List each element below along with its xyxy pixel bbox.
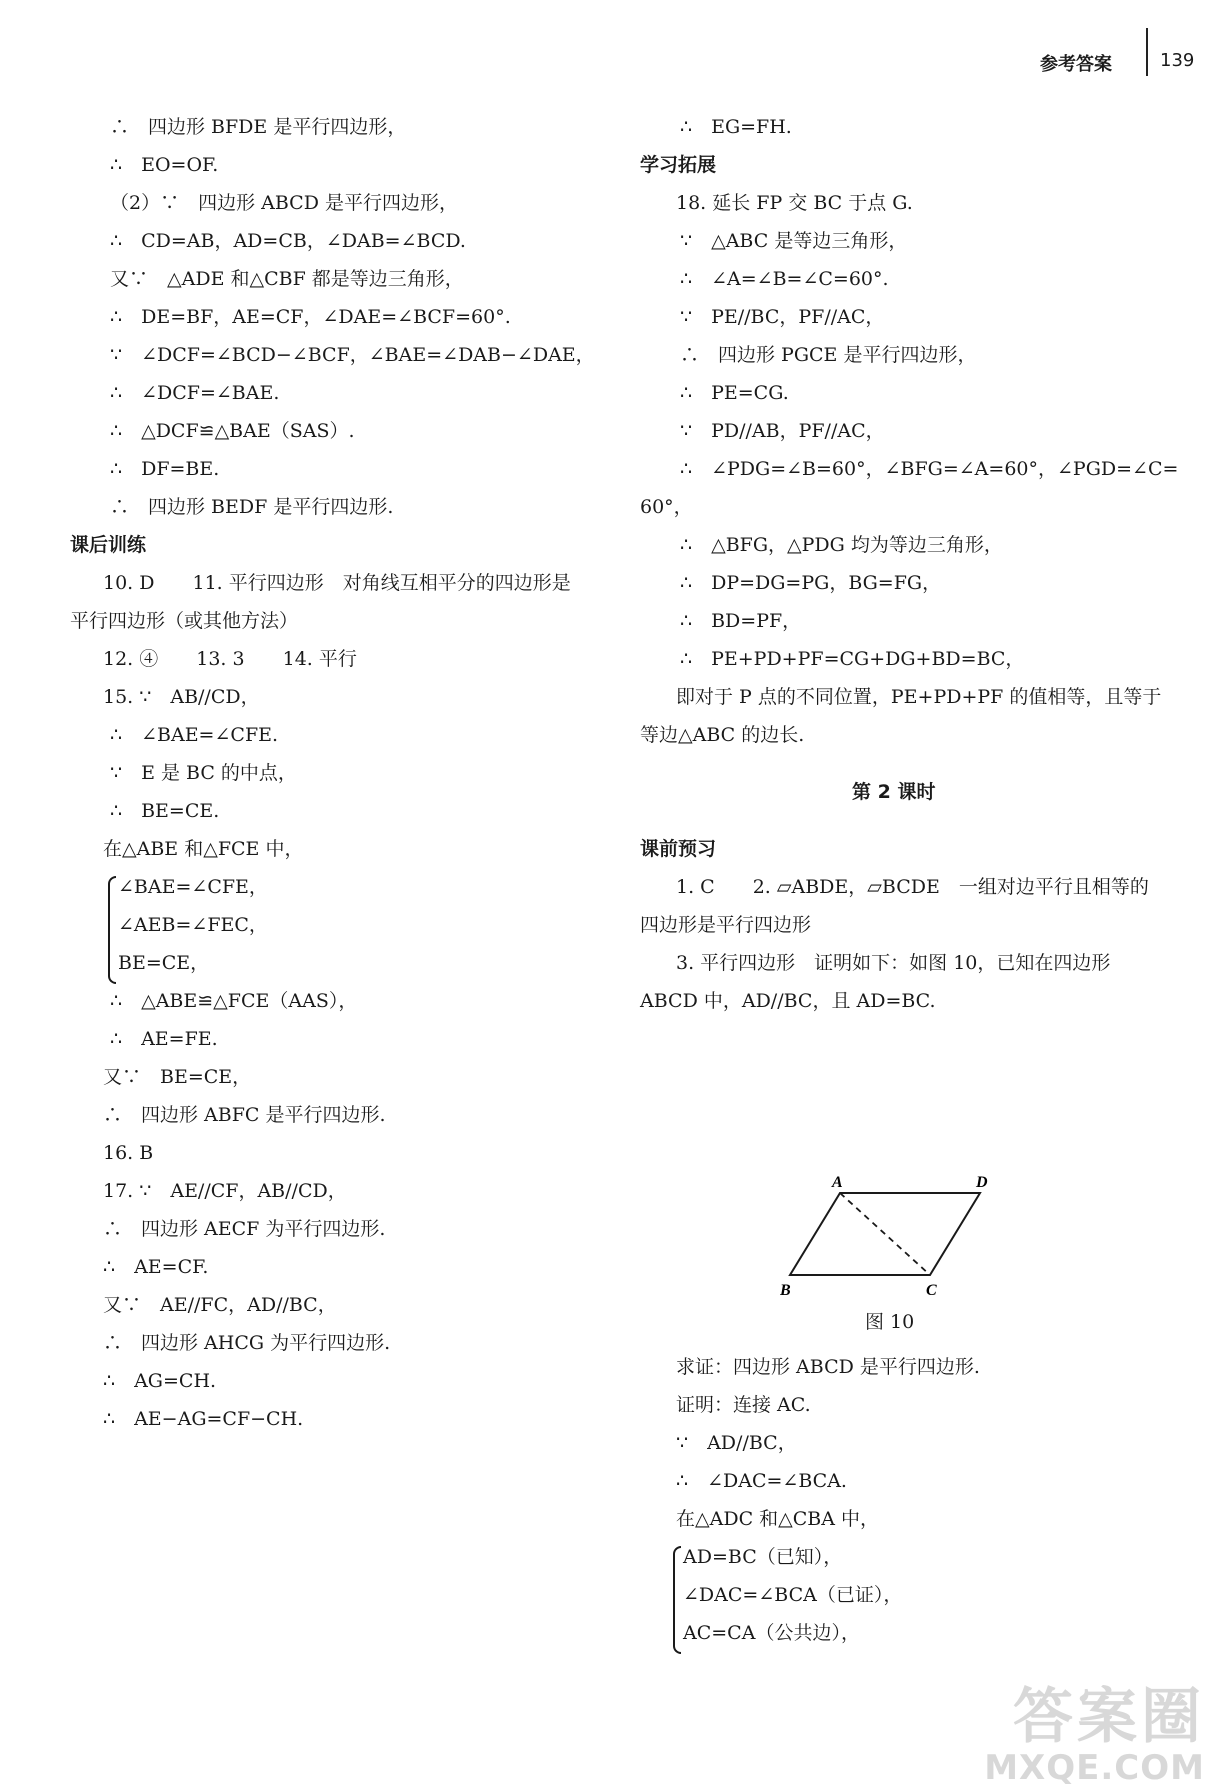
system-brace	[673, 1546, 681, 1654]
left-line: ∴ ∠DCF=∠BAE.	[110, 382, 280, 404]
right-line: ∴ EG=FH.	[680, 116, 792, 138]
left-line: ∴ AE−AG=CF−CH.	[103, 1408, 304, 1430]
right-line: ∴ DP=DG=PG，BG=FG，	[680, 572, 942, 594]
left-line: 又∵ AE//FC，AD//BC，	[103, 1294, 337, 1316]
left-line: ∴ 四边形 BEDF 是平行四边形.	[110, 496, 394, 518]
right-line: ABCD 中，AD//BC，且 AD=BC.	[640, 990, 936, 1012]
right-line: ∴ ∠PDG=∠B=60°，∠BFG=∠A=60°，∠PGD=∠C=	[680, 458, 1179, 480]
right-line: 即对于 P 点的不同位置，PE+PD+PF 的值相等，且等于	[676, 686, 1162, 708]
right-line: ∵ AD//BC，	[676, 1432, 797, 1454]
watermark-url: MXQE.COM	[984, 1748, 1205, 1788]
left-line: ∠BAE=∠CFE，	[118, 876, 268, 898]
right-line: ∴ 四边形 PGCE 是平行四边形，	[680, 344, 977, 366]
left-line: ∴ ∠BAE=∠CFE.	[110, 724, 279, 746]
page-number: 139	[1160, 50, 1195, 71]
left-line: 17. ∵ AE//CF，AB//CD，	[103, 1180, 347, 1202]
left-line: ∴ AE=FE.	[110, 1028, 218, 1050]
left-line: ∴ AE=CF.	[103, 1256, 209, 1278]
left-line: BE=CE，	[118, 952, 210, 974]
left-line: ∴ 四边形 BFDE 是平行四边形，	[110, 116, 407, 138]
left-line: ∴ BE=CE.	[110, 800, 220, 822]
left-line: ∴ DF=BE.	[110, 458, 220, 480]
left-line: 10. D 11. 平行四边形 对角线互相平分的四边形是	[103, 572, 571, 594]
right-line: 3. 平行四边形 证明如下：如图 10，已知在四边形	[676, 952, 1111, 974]
right-line: AD=BC（已知），	[683, 1546, 843, 1568]
right-line: 四边形是平行四边形	[640, 914, 812, 936]
right-line: ∴ ∠DAC=∠BCA.	[676, 1470, 847, 1492]
header-divider	[1146, 28, 1148, 76]
right-line: ∵ △ABC 是等边三角形，	[680, 230, 908, 252]
left-line: ∵ ∠DCF=∠BCD−∠BCF，∠BAE=∠DAB−∠DAE，	[110, 344, 595, 366]
right-line: ∵ PD//AB，PF//AC，	[680, 420, 885, 442]
left-line: ∴ EO=OF.	[110, 154, 219, 176]
right-line: ∴ BD=PF，	[680, 610, 802, 632]
right-line: ∵ PE//BC，PF//AC，	[680, 306, 885, 328]
section-heading: 课前预习	[640, 838, 717, 860]
left-line: （2）∵ 四边形 ABCD 是平行四边形，	[110, 192, 458, 214]
left-line: ∴ △DCF≌△BAE（SAS）.	[110, 420, 355, 442]
right-line: 等边△ABC 的边长.	[640, 724, 805, 746]
left-line: 平行四边形（或其他方法）	[70, 610, 299, 632]
parallelogram-figure	[780, 1163, 1000, 1303]
page-header-title: 参考答案	[1040, 54, 1112, 75]
watermark-logo-text: 答案圈	[1013, 1682, 1205, 1752]
right-line: 60°，	[640, 496, 693, 518]
right-line: 18. 延长 FP 交 BC 于点 G.	[676, 192, 913, 214]
section-heading: 学习拓展	[640, 154, 717, 176]
left-line: ∵ E 是 BC 的中点，	[110, 762, 297, 784]
left-line: ∴ CD=AB，AD=CB，∠DAB=∠BCD.	[110, 230, 466, 252]
left-line: ∴ AG=CH.	[103, 1370, 217, 1392]
right-line: 求证：四边形 ABCD 是平行四边形.	[676, 1356, 980, 1378]
left-line: 又∵ BE=CE，	[103, 1066, 252, 1088]
vertex-label-d: D	[976, 1174, 988, 1191]
left-line: 12. ④ 13. 3 14. 平行	[103, 648, 357, 670]
right-line: 1. C 2. ▱ABDE，▱BCDE 一组对边平行且相等的	[676, 876, 1149, 898]
system-brace	[108, 876, 116, 984]
vertex-label-b: B	[780, 1282, 791, 1299]
left-line: ∴ △ABE≌△FCE（AAS），	[110, 990, 358, 1012]
right-line: ∴ PE=CG.	[680, 382, 789, 404]
figure-caption: 图 10	[865, 1311, 915, 1333]
right-line: 证明：连接 AC.	[676, 1394, 811, 1416]
right-line: AC=CA（公共边），	[683, 1622, 860, 1644]
left-line: ∴ 四边形 AHCG 为平行四边形.	[103, 1332, 391, 1354]
right-line: ∴ △BFG，△PDG 均为等边三角形，	[680, 534, 1003, 556]
left-line: ∴ 四边形 ABFC 是平行四边形.	[103, 1104, 386, 1126]
lesson-heading: 第 2 课时	[852, 781, 936, 803]
right-line: 在△ADC 和△CBA 中，	[676, 1508, 880, 1530]
right-line: ∠DAC=∠BCA（已证），	[683, 1584, 903, 1606]
vertex-label-c: C	[926, 1282, 937, 1299]
left-line: 在△ABE 和△FCE 中，	[103, 838, 304, 860]
watermark	[984, 1682, 1205, 1788]
left-line: 16. B	[103, 1142, 154, 1164]
right-line: ∴ ∠A=∠B=∠C=60°.	[680, 268, 889, 290]
right-line: ∴ PE+PD+PF=CG+DG+BD=BC，	[680, 648, 1025, 670]
left-line: 又∵ △ADE 和△CBF 都是等边三角形，	[110, 268, 464, 290]
left-line: ∴ 四边形 AECF 为平行四边形.	[103, 1218, 386, 1240]
left-line: ∴ DE=BF，AE=CF，∠DAE=∠BCF=60°.	[110, 306, 511, 328]
vertex-label-a: A	[832, 1174, 843, 1191]
diagonal-ac	[840, 1193, 930, 1275]
section-heading: 课后训练	[70, 534, 147, 556]
left-line: ∠AEB=∠FEC，	[118, 914, 268, 936]
left-line: 15. ∵ AB//CD，	[103, 686, 260, 708]
